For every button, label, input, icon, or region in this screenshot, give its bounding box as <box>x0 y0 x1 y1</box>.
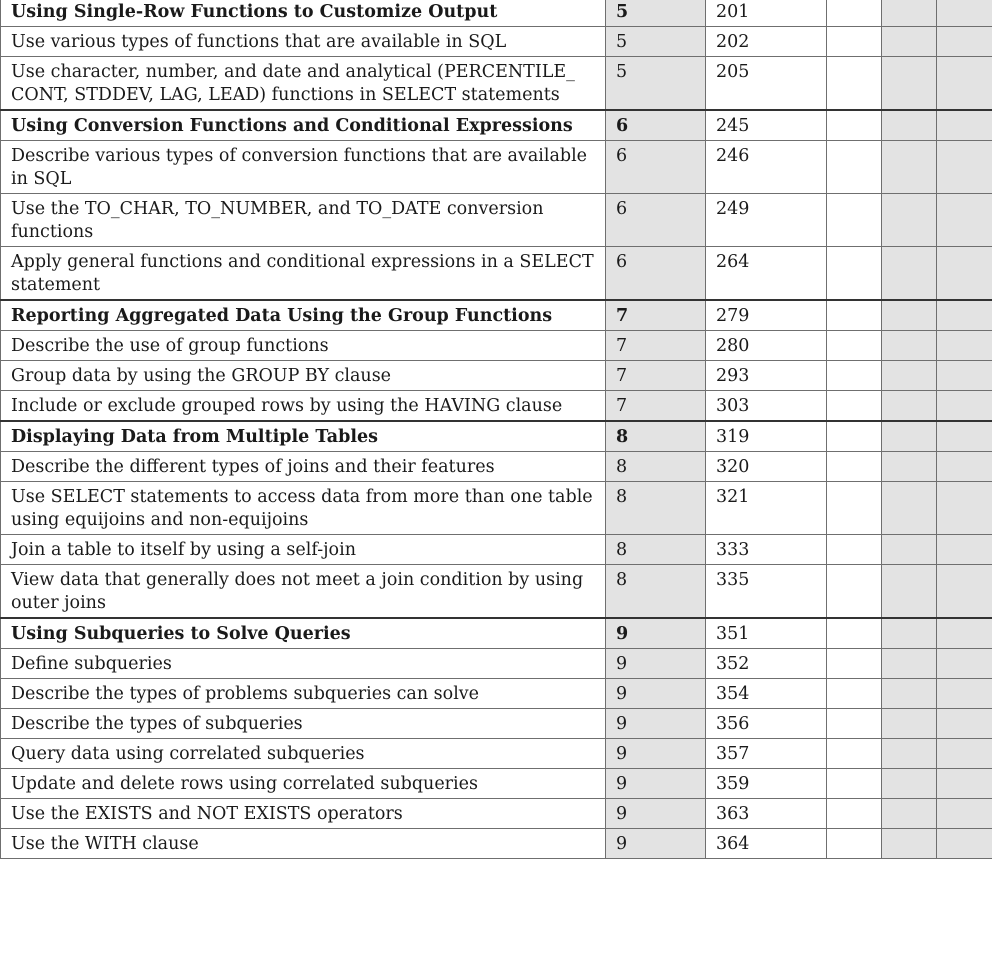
checkbox-column-cell <box>882 57 937 111</box>
objective-text: Join a table to itself by using a self-join <box>1 535 606 565</box>
chapter-number: 9 <box>606 739 706 769</box>
checkbox-column-cell <box>882 421 937 452</box>
objective-row <box>1 565 992 619</box>
checkbox-column-cell <box>937 769 992 799</box>
checkbox-column-cell <box>937 57 992 111</box>
checkbox-column-cell <box>827 649 882 679</box>
checkbox-column-cell <box>827 391 882 422</box>
checkbox-column-cell <box>882 0 937 27</box>
page-number: 351 <box>706 618 827 649</box>
section-title: Reporting Aggregated Data Using the Group Functions <box>1 300 606 331</box>
chapter-number: 9 <box>606 829 706 859</box>
checkbox-column-cell <box>827 194 882 247</box>
chapter-number: 9 <box>606 769 706 799</box>
checkbox-column-cell <box>882 799 937 829</box>
objective-text: Use various types of functions that are available in SQL <box>1 27 606 57</box>
objective-text: Describe the use of group functions <box>1 331 606 361</box>
checkbox-column-cell <box>937 565 992 619</box>
checkbox-column-cell <box>882 110 937 141</box>
checkbox-column-cell <box>882 565 937 619</box>
checkbox-column-cell <box>937 361 992 391</box>
checkbox-column-cell <box>827 739 882 769</box>
objective-row <box>1 361 992 391</box>
chapter-number: 9 <box>606 679 706 709</box>
checkbox-column-cell <box>827 829 882 859</box>
objective-text: Use the TO_CHAR, TO_NUMBER, and TO_DATE conversion functions <box>1 194 606 247</box>
chapter-number: 8 <box>606 452 706 482</box>
checkbox-column-cell <box>937 709 992 739</box>
objective-row <box>1 141 992 194</box>
objective-text: Apply general functions and conditional expressions in a SELECT statement <box>1 247 606 301</box>
page-number: 359 <box>706 769 827 799</box>
checkbox-column-cell <box>827 247 882 301</box>
objective-text: Define subqueries <box>1 649 606 679</box>
checkbox-column-cell <box>827 27 882 57</box>
chapter-number: 9 <box>606 709 706 739</box>
checkbox-column-cell <box>882 649 937 679</box>
page-number: 245 <box>706 110 827 141</box>
checkbox-column-cell <box>827 482 882 535</box>
checkbox-column-cell <box>882 482 937 535</box>
objective-row <box>1 57 992 111</box>
checkbox-column-cell <box>937 679 992 709</box>
checkbox-column-cell <box>937 618 992 649</box>
chapter-number: 9 <box>606 618 706 649</box>
objective-text: Query data using correlated subqueries <box>1 739 606 769</box>
objective-text: Describe the types of problems subqueries can solve <box>1 679 606 709</box>
checkbox-column-cell <box>827 679 882 709</box>
checkbox-column-cell <box>882 391 937 422</box>
page-number: 279 <box>706 300 827 331</box>
objective-row <box>1 679 992 709</box>
objective-row <box>1 331 992 361</box>
objective-row <box>1 799 992 829</box>
page-number: 363 <box>706 799 827 829</box>
checkbox-column-cell <box>827 421 882 452</box>
checkbox-column-cell <box>937 300 992 331</box>
objective-text: View data that generally does not meet a join condition by using outer joins <box>1 565 606 619</box>
section-title: Using Conversion Functions and Conditional Expressions <box>1 110 606 141</box>
section-heading-row <box>1 421 992 452</box>
objective-text: Describe various types of conversion functions that are available in SQL <box>1 141 606 194</box>
objective-row <box>1 649 992 679</box>
checkbox-column-cell <box>937 799 992 829</box>
chapter-number: 9 <box>606 649 706 679</box>
page-number: 205 <box>706 57 827 111</box>
checkbox-column-cell <box>937 739 992 769</box>
checkbox-column-cell <box>827 141 882 194</box>
checkbox-column-cell <box>827 57 882 111</box>
checkbox-column-cell <box>937 194 992 247</box>
objective-row <box>1 739 992 769</box>
chapter-number: 9 <box>606 799 706 829</box>
objective-row <box>1 769 992 799</box>
page-number: 303 <box>706 391 827 422</box>
objective-text: Use the EXISTS and NOT EXISTS operators <box>1 799 606 829</box>
objective-text: Group data by using the GROUP BY clause <box>1 361 606 391</box>
page-number: 280 <box>706 331 827 361</box>
checkbox-column-cell <box>827 535 882 565</box>
chapter-number: 8 <box>606 421 706 452</box>
checkbox-column-cell <box>882 535 937 565</box>
checkbox-column-cell <box>827 769 882 799</box>
page-number: 333 <box>706 535 827 565</box>
checkbox-column-cell <box>937 829 992 859</box>
page-number: 320 <box>706 452 827 482</box>
page-number: 293 <box>706 361 827 391</box>
section-heading-row <box>1 0 992 27</box>
chapter-number: 7 <box>606 331 706 361</box>
objectives-table-body <box>1 0 992 859</box>
page-number: 335 <box>706 565 827 619</box>
checkbox-column-cell <box>827 799 882 829</box>
chapter-number: 8 <box>606 482 706 535</box>
objective-row <box>1 194 992 247</box>
checkbox-column-cell <box>882 361 937 391</box>
objective-text: Use SELECT statements to access data from more than one table using equijoins and non-equijoins <box>1 482 606 535</box>
objective-row <box>1 391 992 422</box>
section-title: Using Single-Row Functions to Customize Output <box>1 0 606 27</box>
checkbox-column-cell <box>827 331 882 361</box>
page-number: 264 <box>706 247 827 301</box>
objective-row <box>1 482 992 535</box>
section-title: Displaying Data from Multiple Tables <box>1 421 606 452</box>
objective-text: Describe the different types of joins and their features <box>1 452 606 482</box>
checkbox-column-cell <box>937 247 992 301</box>
section-heading-row <box>1 110 992 141</box>
objective-row <box>1 27 992 57</box>
checkbox-column-cell <box>937 421 992 452</box>
checkbox-column-cell <box>882 141 937 194</box>
checkbox-column-cell <box>827 565 882 619</box>
page-number: 246 <box>706 141 827 194</box>
objective-text: Describe the types of subqueries <box>1 709 606 739</box>
chapter-number: 6 <box>606 110 706 141</box>
objective-text: Include or exclude grouped rows by using the HAVING clause <box>1 391 606 422</box>
checkbox-column-cell <box>882 27 937 57</box>
objective-row <box>1 535 992 565</box>
page-number: 319 <box>706 421 827 452</box>
chapter-number: 6 <box>606 247 706 301</box>
page-number: 357 <box>706 739 827 769</box>
objective-row <box>1 452 992 482</box>
objective-text: Use the WITH clause <box>1 829 606 859</box>
checkbox-column-cell <box>882 739 937 769</box>
page-number: 249 <box>706 194 827 247</box>
checkbox-column-cell <box>882 331 937 361</box>
checkbox-column-cell <box>827 452 882 482</box>
objective-text: Use character, number, and date and analytical (PERCENTILE_ CONT, STDDEV, LAG, LEAD) functions in SELECT statements <box>1 57 606 111</box>
chapter-number: 5 <box>606 0 706 27</box>
chapter-number: 7 <box>606 300 706 331</box>
checkbox-column-cell <box>937 110 992 141</box>
page-number: 202 <box>706 27 827 57</box>
checkbox-column-cell <box>827 0 882 27</box>
chapter-number: 8 <box>606 565 706 619</box>
page-number: 201 <box>706 0 827 27</box>
checkbox-column-cell <box>827 110 882 141</box>
objective-row <box>1 709 992 739</box>
section-heading-row <box>1 300 992 331</box>
checkbox-column-cell <box>882 829 937 859</box>
checkbox-column-cell <box>882 709 937 739</box>
checkbox-column-cell <box>937 331 992 361</box>
checkbox-column-cell <box>827 618 882 649</box>
page-number: 356 <box>706 709 827 739</box>
checkbox-column-cell <box>937 27 992 57</box>
checkbox-column-cell <box>882 300 937 331</box>
section-heading-row <box>1 618 992 649</box>
objective-text: Update and delete rows using correlated subqueries <box>1 769 606 799</box>
checkbox-column-cell <box>882 769 937 799</box>
checkbox-column-cell <box>937 452 992 482</box>
chapter-number: 7 <box>606 361 706 391</box>
page-number: 354 <box>706 679 827 709</box>
chapter-number: 7 <box>606 391 706 422</box>
page-number: 352 <box>706 649 827 679</box>
checkbox-column-cell <box>827 361 882 391</box>
checkbox-column-cell <box>937 535 992 565</box>
objective-row <box>1 829 992 859</box>
checkbox-column-cell <box>937 391 992 422</box>
checkbox-column-cell <box>882 452 937 482</box>
checkbox-column-cell <box>882 194 937 247</box>
checkbox-column-cell <box>882 247 937 301</box>
checkbox-column-cell <box>937 482 992 535</box>
chapter-number: 5 <box>606 27 706 57</box>
chapter-number: 6 <box>606 194 706 247</box>
checkbox-column-cell <box>827 300 882 331</box>
page-number: 321 <box>706 482 827 535</box>
section-title: Using Subqueries to Solve Queries <box>1 618 606 649</box>
checkbox-column-cell <box>937 649 992 679</box>
checkbox-column-cell <box>882 618 937 649</box>
chapter-number: 8 <box>606 535 706 565</box>
checkbox-column-cell <box>937 141 992 194</box>
chapter-number: 6 <box>606 141 706 194</box>
checkbox-column-cell <box>882 679 937 709</box>
page-number: 364 <box>706 829 827 859</box>
objective-row <box>1 247 992 301</box>
checkbox-column-cell <box>827 709 882 739</box>
chapter-number: 5 <box>606 57 706 111</box>
checkbox-column-cell <box>937 0 992 27</box>
